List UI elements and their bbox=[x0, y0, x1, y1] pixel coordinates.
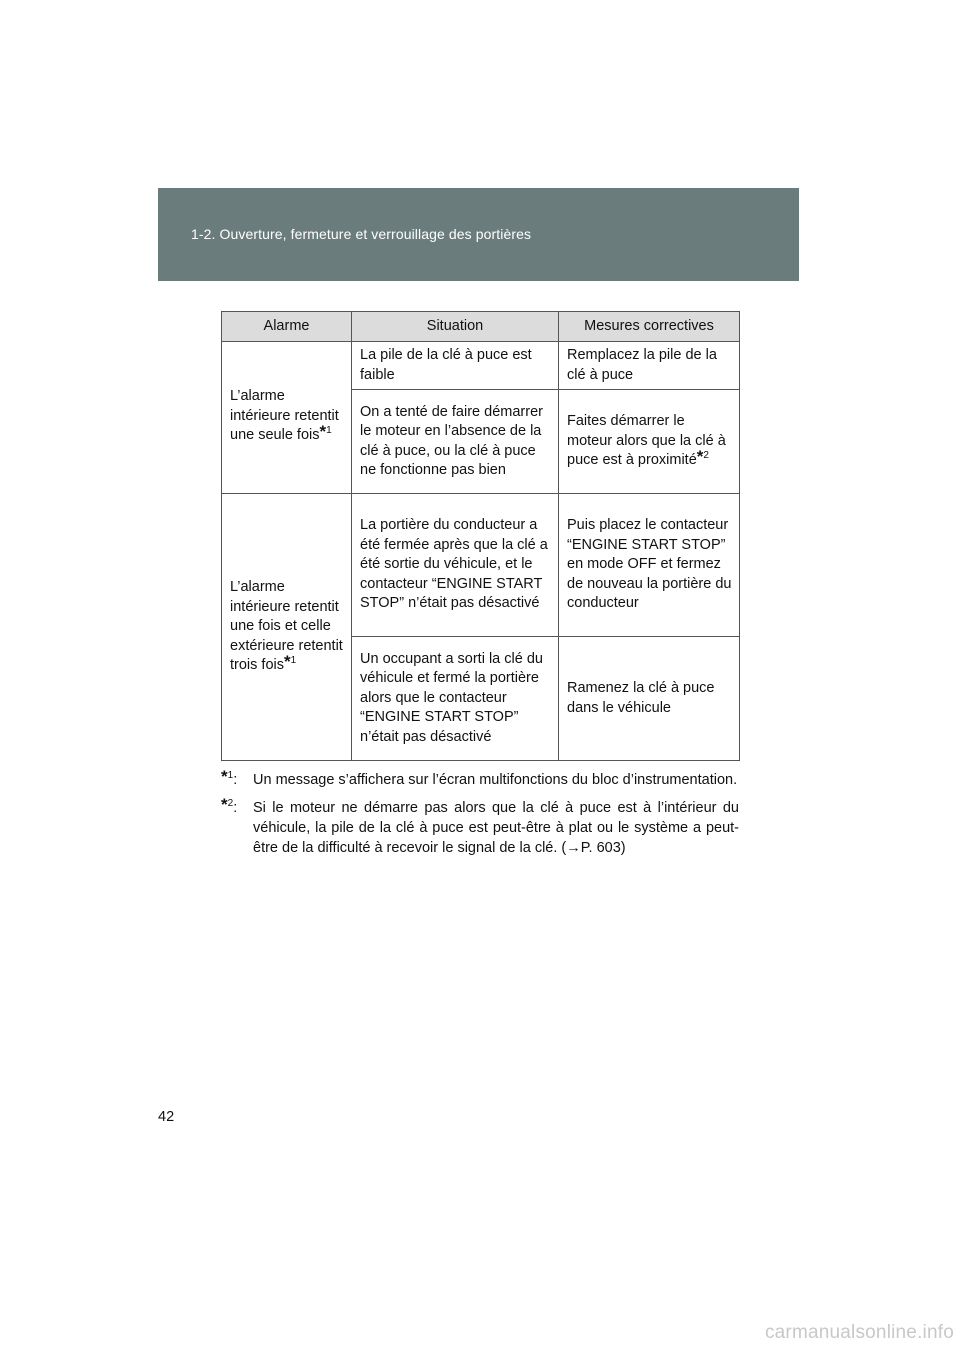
footnote-ref: 2 bbox=[703, 450, 709, 462]
situation-cell: La portière du conducteur a été fermée après que la clé a été sortie du véhicule, et le contacteur “ENGINE START STOP” n’était pas désactivé bbox=[352, 494, 559, 637]
alarm-text: L’alarme intérieure retentit une fois et celle extérieure retentit trois fois bbox=[230, 579, 343, 674]
column-header-actions: Mesures correctives bbox=[559, 312, 740, 342]
action-cell: Ramenez la clé à puce dans le véhicule bbox=[559, 637, 740, 761]
page-number: 42 bbox=[158, 1109, 175, 1125]
section-header-band bbox=[158, 188, 799, 281]
footnote-marker: *$^2$: bbox=[221, 795, 238, 816]
alarm-cell bbox=[222, 342, 352, 494]
alarm-cell bbox=[222, 494, 352, 761]
footnote-marker: *$^1$: bbox=[221, 767, 238, 788]
footnote-asterisk: * bbox=[319, 422, 327, 442]
column-header-situation: Situation bbox=[352, 312, 559, 342]
watermark: carmanualsonline.info bbox=[764, 1322, 954, 1343]
column-header-alarm: Alarme bbox=[222, 312, 352, 342]
action-cell bbox=[559, 390, 740, 494]
situation-cell: On a tenté de faire démarrer le moteur en l’absence de la clé à puce, ou la clé à puce ne fonctionne pas bien bbox=[352, 390, 559, 494]
action-cell: Remplacez la pile de la clé à puce bbox=[559, 342, 740, 390]
alarm-text: L’alarme intérieure retentit une seule fois bbox=[230, 388, 339, 444]
footnotes bbox=[221, 767, 739, 866]
action-cell: Puis placez le contacteur “ENGINE START STOP” en mode OFF et fermez de nouveau la portière du conducteur bbox=[559, 494, 740, 637]
footnote bbox=[221, 795, 739, 858]
footnote bbox=[221, 767, 739, 790]
table-header-row bbox=[222, 312, 740, 342]
action-text: Faites démarrer le moteur alors que la clé à puce est à proximité bbox=[567, 413, 726, 469]
footnote-asterisk: * bbox=[696, 447, 704, 467]
footnote-ref: 1 bbox=[326, 425, 332, 437]
section-title: 1-2. Ouverture, fermeture et verrouillage des portières bbox=[191, 226, 532, 242]
alarm-table bbox=[221, 311, 740, 761]
situation-cell: Un occupant a sorti la clé du véhicule et fermé la portière alors que le contacteur “ENGINE START STOP” n’était pas désactivé bbox=[352, 637, 559, 761]
footnote-text: Si le moteur ne démarre pas alors que la clé à puce est à l’intérieur du véhicule, la pile de la clé à puce est peut-être à plat ou le système a peut-être de la difficulté à recevoir le signal de la clé. (→P. 603) bbox=[253, 800, 739, 856]
footnote-text: Un message s’affichera sur l’écran multifonctions du bloc d’instrumentation. bbox=[253, 772, 738, 788]
footnote-asterisk: * bbox=[284, 652, 291, 672]
table-row bbox=[222, 342, 740, 390]
footnote-ref: 1 bbox=[290, 655, 297, 667]
table-row bbox=[222, 494, 740, 637]
situation-cell: La pile de la clé à puce est faible bbox=[352, 342, 559, 390]
